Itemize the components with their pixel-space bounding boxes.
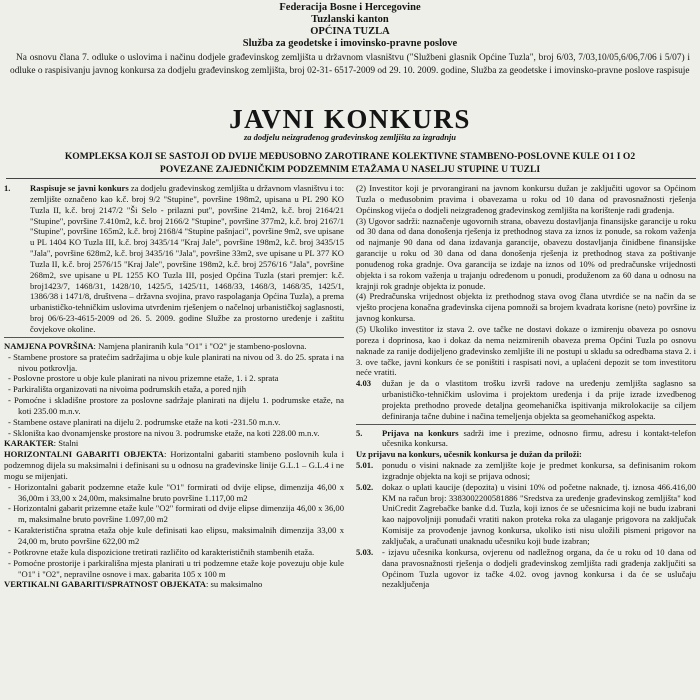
bullet-item: - Stambene ostave planirati na dijelu 2. podrumske etaže na koti -231.50 m.n.v. [8, 416, 281, 427]
section-lead: Prijava na konkurs [382, 427, 459, 438]
bullet-item: - Pomoćne prostorije i parkirališna mjesta planirati u tri podzemne etaže koje povezuju obje kule "O1" i "O2", nepravilne osnove i max. gabarita 105 x 100 m [8, 557, 344, 579]
section-number: 5. [356, 427, 363, 438]
divider [6, 178, 696, 179]
section-5-03 [356, 547, 696, 590]
horizontal-paragraph [4, 449, 344, 482]
section-1 [4, 183, 344, 335]
right-column [356, 183, 696, 590]
intro-paragraph: Na osnovu člana 7. odluke o uslovima i načinu dodjele građevinskog zemljišta u državnom vlasništvu ("Službeni glasnik Općine Tuzla", broj 6/03, 7/03,10/05,6/06,7/06 i 5/07) i odluke o raspisivanju javnog konkursa za dodjelu građevinskog zemljišta, broj 02-31- 6517-2009 od 29. 10. 2009. godine, Služba za geodetske i imovinsko-pravne poslove raspisuje [10, 53, 690, 76]
bullet-item: - Stambene prostore sa pratećim sadržajima u obje kule planirati na nivou od 3. do 25. sprata i na nivou potkrovlja. [8, 351, 344, 373]
vertical-text: : su maksimalno [206, 579, 263, 590]
paragraph-2: (2) Investitor koji je prvorangirani na javnom konkursu dužan je zaključiti ugovor sa Općinom Tuzla o međusobnim pravima i obavezama u roku od 10 dana od pravosnažnosti rješenja Općinskog vijeća o dodjeli neizgrađenog građevinskog zemljišta na korištenje radi građenja. [356, 183, 696, 215]
section-number: 5.01. [356, 460, 374, 471]
section-5-subheading: Uz prijavu na konkurs, učesnik konkursa je dužan da priloži: [356, 449, 582, 460]
page-title: JAVNI KONKURS [229, 104, 471, 134]
section-5-03-text: - izjavu učesnika konkursa, ovjerenu od nadležnog organa, da će u roku od 10 dana od dana pravosnažnosti rješenja o dodjeli građevinskog zemljišta radi građenja zaključiti sa Općinom Tuzla ugovor iz tačke 4.02. ovog javnog konkursa i da će se uslučaju nezaključenja [382, 546, 696, 590]
karakter-paragraph [4, 438, 344, 449]
section-5 [356, 428, 696, 450]
section-lead: Raspisuje se javni konkurs [30, 183, 129, 193]
horizontal-label: HORIZONTALNI GABARITI OBJEKTA [4, 449, 164, 460]
section-5-02-text: dokaz o uplati kaucije (depozita) u visini 10% od početne naknade, tj. iznosa 466.416,00 KM na račun broj: 3383002200581886 "Sredstva za uređenje građevinskog zemljišta" kod UniCredit Zagrebačke banke d.d. Tuzla, koji iznos će se učesnicima koji ne budu izabrani kao najpovoljniji ponuđači vratiti nakon proteka roka za ulaganje prigovora na zaključak Komisije za provođenje javnog konkursa, ukoliko isti nisu uložili pismeni prigovor na zaključak, a uračunati unaknadu učesniku koji bude izabran; [382, 481, 696, 546]
namjena-label: NAMJENA POVRŠINA [4, 340, 94, 351]
section-1-text [30, 183, 344, 335]
bullet-item: - Parkirališta organizovati na nivoima podrumskih etaža, a pored njih [8, 384, 247, 395]
section-body: sadrži ime i prezime, odnosno firmu, adresu i kontakt-telefon učesnika konkursa. [382, 427, 697, 449]
paragraph-3: (3) Ugovor sadrži: naznačenje ugovornih strana, obavezu dostavljanja finansijske garancije u roku od 30 dana od dana donošenja rješenja iz prethodnog stava za iznos iz ponude, sa rokom važenja od najmanje 90 dana od dana izdavanja garancije, obavezu dostavljanja činidbene finansijske garancije u roku od 30 dana od dana donošenja rješenja iz prethodnog stava za poštivanje ponuđenog roka gradnje. Ova garancija se izdaje na iznos od 10% od predračunske vrijednosti objekta i sa rokom važenja u trajanju određenom u ponudi, produženom za 60 dana u odnosu na krajnji rok gradnje objekta iz ponude. [356, 215, 696, 291]
complex-heading [0, 151, 700, 176]
divider [356, 424, 696, 425]
section-4-03 [356, 378, 696, 421]
section-number: 5.02. [356, 481, 374, 492]
section-5-01 [356, 460, 696, 482]
namjena-paragraph [4, 341, 344, 352]
vertical-paragraph [4, 579, 344, 590]
paragraph-5: (5) Ukoliko investitor iz stava 2. ove tačke ne dostavi dokaze o izmirenju obaveza po osnovu poreza i doprinosa, kao i dokaz da nema neizmirenih obaveza prema Općini Tuzla po osnovu naknade za ranije dodijeljeno građevinsko zemljište ili ne postupi u skladu sa odredbama stava 2. i 3. ove tačke, javni konkurs će se poništiti i raspisati novi, a uplaćeni depozit se tom investitoru neće vratiti. [356, 323, 696, 378]
section-4-03-text: dužan je da o vlastitom trošku izvrši radove na uređenju zemljišta saglasno sa urbanističko-tehničkim uslovima i projektom uređenja i da prije izrade izvedbenog projekta prethodno provede detaljna geomehanička ispitivanja mikrolokacije sa ciljem definiranja tačne dubine i načina temeljenja objekta sa geomehaničkog aspekta. [382, 378, 696, 421]
section-number: 1. [4, 183, 11, 193]
section-5-text [382, 428, 696, 450]
section-5-02 [356, 482, 696, 547]
bullet-item: - Pomoćne i skladišne prostore za poslovne sadržaje planirati na dijelu 1. podrumske etaže, na koti 235.00 m.n.v. [8, 395, 345, 416]
section-number: 5.03. [356, 546, 374, 557]
left-column [4, 183, 344, 590]
paragraph-4: (4) Predračunska vrijednost objekta iz prethodnog stava ovog člana utvrdiće se na način da se vješto procjena konačna građevinska cijena pomnoži sa brojem kvadrata korisne (neto) površine iz javnog konkursa. [356, 291, 696, 324]
bullet-item: - Horizontalni gabarit podzemne etaže kule "O1" formirati od dvije elipse, dimenzija 46,00 x 36,00m i 33,00 x 24,00m, maksimalne bruto površine 1.117,00 m2 [8, 481, 344, 503]
bullet-item: - Poslovne prostore u obje kule planirati na nivou prizemne etaže, 1. i 2. sprata [8, 373, 279, 384]
bullet-item: - Potkrovne etaže kula dispozicione tretirati različito od karakterističnih stambenih etaža. [8, 546, 315, 557]
section-number: 4.03 [356, 378, 372, 389]
horizontal-text: : Horizontalni gabariti stambeno poslovnih kula i podzemnog dijela su maksimalni i definisani su u odnosu na građevinske linije G.L.1 – G.L.4 i ne mogu se mijenjati. [4, 449, 344, 481]
divider [4, 337, 344, 338]
institution-line-2: Tuzlanski kanton [311, 14, 389, 25]
complex-heading-line-2: POVEZANE ZAJEDNIČKIM PODZEMNIM ETAŽAMA U NASELJU STUPINE U TUZLI [159, 163, 541, 175]
page-subtitle: za dodjelu neizgrađenog građevinskog zemljišta za izgradnju [243, 132, 457, 142]
section-5-01-text: ponudu o visini naknade za zemljište koje je predmet konkursa, sa definisanim rokom izgradnje objekta na koji se prijava odnosi; [382, 460, 696, 481]
institution-line-4: Služba za geodetske i imovinsko-pravne poslove [242, 38, 458, 49]
bullet-item: - Skloništa kao dvonamjenske prostore na nivou 3. podrumske etaže, na koti 228.00 m.n.v. [8, 427, 320, 438]
institution-line-3: OPĆINA TUZLA [310, 26, 390, 37]
karakter-label: KARAKTER [4, 438, 54, 449]
namjena-text: : Namjena planiranih kula "O1" i "O2" je stambeno-poslovna. [93, 340, 307, 351]
section-body: za dodjelu građevinskog zemljišta u državnom vlasništvu i to: zemljište označeno kao k.č. broj 9/2 "Stupine", površine 198m2, upisana u PL 290 KO Tuzla II, k.č. broj 2147/2 "Ši Selo - prilazni put", površine 214m2, k.č. broj 2164/21 "Stupine", površine 7.410m2, k.č. broj 2166/2 "Stupine", površine 377m2, k.č. broj 2167/1 "Stupine", površine 165m2, k.č. broj 2168/4 "Stupine pašnjaci", površine 9m2, sve upisane u PL 1404 KO Tuzla III, k.č. broj 3435/14 "Kraj Jale", površine 198m2, k.č. broj 3435/15 "Jala", površine 628m2, k.č. broj 3435/16 "Jala", površine 33m2, sve upisane u PL 377 KO Tuzla II, k.č. broj 2576/15 "Kraj Jale", površine 198m2, k.č. broj 2576/16 "Jala", površine 268m2, sve upisane u PL 1255 KO Tuzla III, posjed Općina Tuzla (stari premjer: k.č. broj1423/7, 1468/31, 1428/10, 1425/5, 1425/11, 1468/33, 1468/3, 1468/35, 1425/1, 1386/38 i 1471/8, društvena – državna svojina, pravo raspolaganja Općina Tuzla), a prema urbanističko-tehničkim uslovima utvrđenim rješenjem o načelnoj urbanističkoj saglasnosti, broj 06/6-23-4615-2009 od 26. 5. 2009. godine Službe za prostorno uređenje i zaštitu čovjekove okoline. [30, 183, 344, 334]
karakter-text: : Stalni [53, 438, 79, 449]
vertical-label: VERTIKALNI GABARITI/SPRATNOST OBJEKATA [4, 579, 207, 590]
complex-heading-line-1: KOMPLEKSA KOJI SE SASTOJI OD DVIJE MEĐUSOBNO ZAROTIRANE KOLEKTIVNE STAMBENO-POSLOVNE KULE O1 I O2 [64, 151, 636, 162]
institution-line-1: Federacija Bosne i Hercegovine [279, 2, 421, 13]
bullet-item: - Horizontalni gabarit prizemne etaže kule "O2" formirati od dvije elipse dimenzija 46,00 x 36,00 m, maksimalne bruto površine 1.097,00 m2 [8, 503, 345, 525]
bullet-item: - Karakteristična spratna etaža obje kule definisati kao elipsu, maksimalnih dimenzija 33,00 x 24,00 m, bruto površine 622,00 m2 [8, 525, 344, 546]
